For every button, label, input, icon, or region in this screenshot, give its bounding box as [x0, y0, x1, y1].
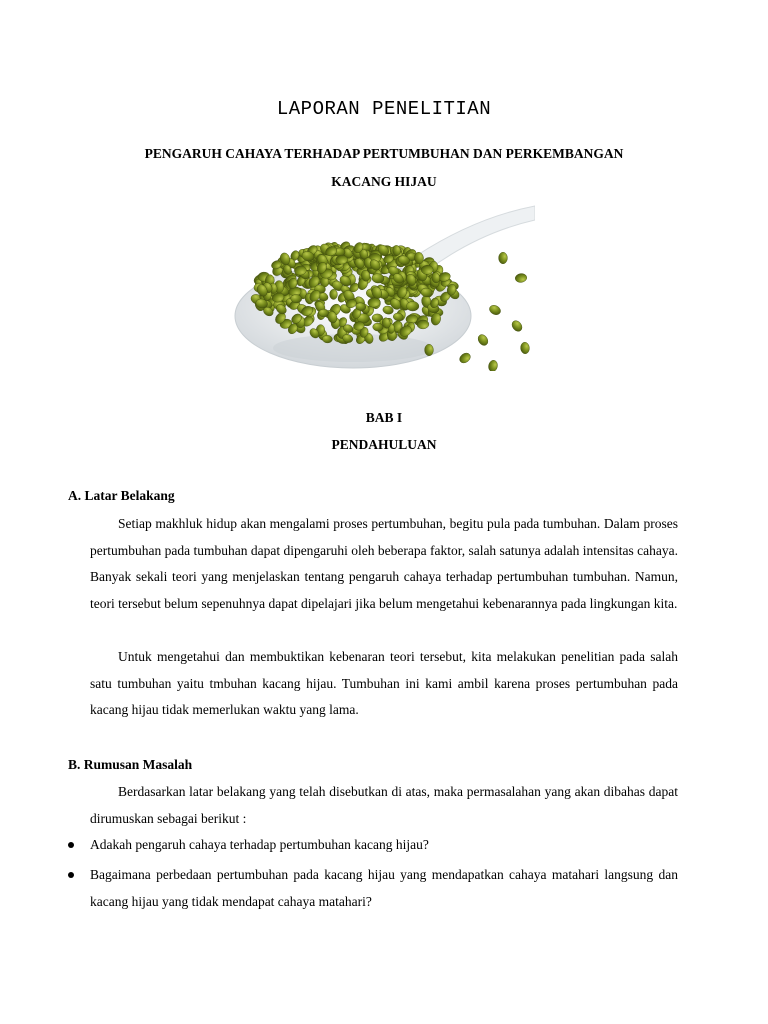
bullet-item-1: Adakah pengaruh cahaya terhadap pertumbuhan kacang hijau? — [90, 837, 429, 852]
bullet-item-2: Bagaimana perbedaan pertumbuhan pada kacang hijau yang mendapatkan cahaya matahari langsung dan kacang hijau yang tidak mendapat cahaya matahari? — [90, 867, 678, 909]
mung-bean-illustration — [233, 198, 535, 371]
section-a-paragraph-1: Setiap makhluk hidup akan mengalami proses pertumbuhan, begitu pula pada tumbuhan. Dalam proses pertumbuhan pada tumbuhan dapat dipengaruhi oleh beberapa faktor, salah satunya adalah intensitas cahaya. Banyak sekali teori yang menjelaskan tentang pengaruh cahaya terhadap pertumbuhan tumbuhan. Namun, teori tersebut belum sepenuhnya dapat dipelajari jika belum mengetahui kebenarannya pada lingkungan kita. — [90, 516, 678, 611]
mung-bean — [319, 309, 329, 317]
mung-bean — [407, 301, 419, 311]
bullet-icon — [68, 872, 74, 878]
chapter-number: BAB I — [365, 410, 403, 425]
mung-bean — [499, 252, 508, 264]
page-title: LAPORAN PENELITIAN — [276, 98, 492, 120]
section-b-intro: Berdasarkan latar belakang yang telah disebutkan di atas, maka permasalahan yang akan dibahas dapat dirumuskan sebagai berikut : — [90, 784, 678, 826]
mung-bean — [329, 289, 337, 299]
chapter-title: PENDAHULUAN — [331, 437, 437, 452]
subtitle-line-2: KACANG HIJAU — [331, 174, 437, 189]
section-b-heading: B. Rumusan Masalah — [68, 757, 193, 772]
mung-bean — [424, 344, 433, 356]
bullet-icon — [68, 842, 74, 848]
section-a-heading: A. Latar Belakang — [68, 488, 175, 503]
subtitle-line-1: PENGARUH CAHAYA TERHADAP PERTUMBUHAN DAN PERKEMBANGAN — [144, 146, 624, 161]
mung-bean-photo — [233, 198, 535, 371]
section-a-paragraph-2: Untuk mengetahui dan membuktikan kebenaran teori tersebut, kita melakukan penelitian pada salah satu tumbuhan yaitu tmbuhan kacang hijau. Tumbuhan ini kami ambil karena proses pertumbuhan pada kacang hijau tidak memerlukan waktu yang lama. — [90, 649, 678, 718]
